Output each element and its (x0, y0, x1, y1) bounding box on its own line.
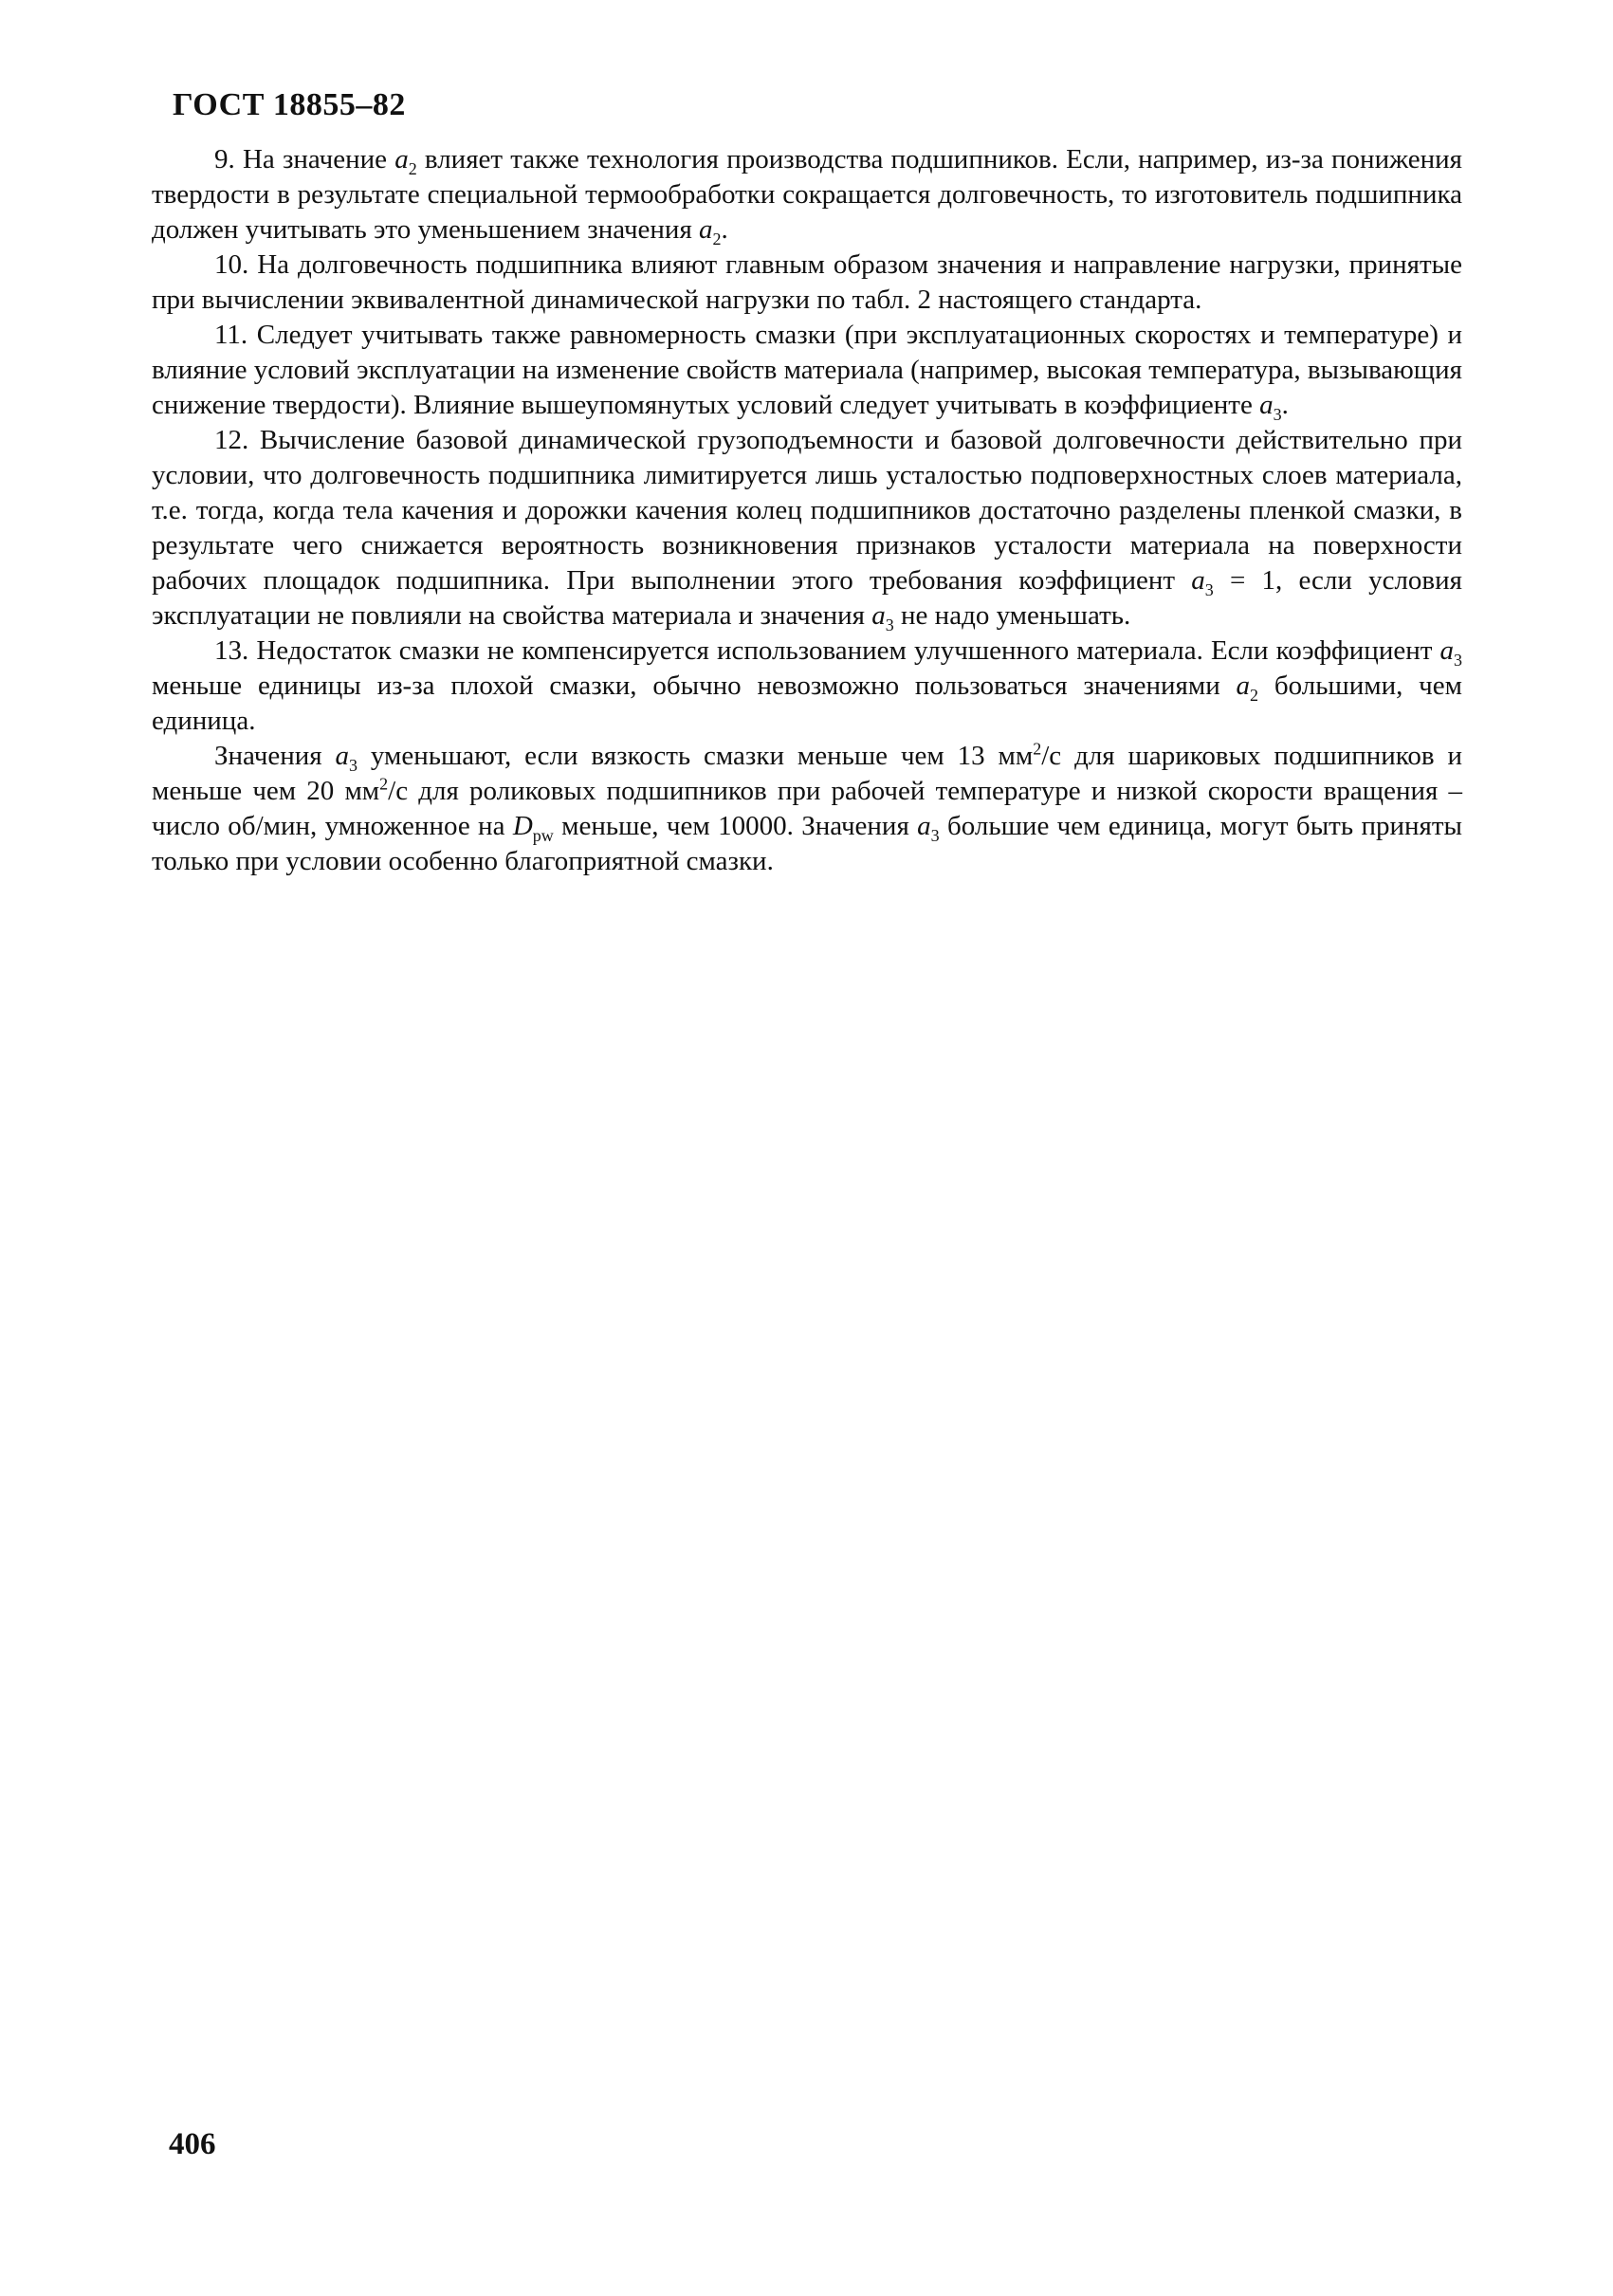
document-code-header: ГОСТ 18855–82 (173, 87, 406, 122)
variable-a: a (1236, 670, 1251, 701)
paragraph-13 (152, 634, 1462, 739)
subscript: 3 (348, 755, 357, 775)
subscript: 3 (1273, 404, 1282, 424)
p13-text-2: меньше единицы из-за плохой смазки, обычно невозможно пользоваться значениями (152, 670, 1237, 701)
p13-text-1: 13. Недостаток смазки не компенсируется использованием улучшенного материала. Если коэффициент (214, 635, 1440, 666)
subscript: 3 (885, 615, 894, 634)
variable-a: a (1191, 565, 1205, 596)
p9-text-1: 9. На значение (214, 144, 395, 174)
variable-a: a (335, 741, 349, 771)
p12-text-2: = 1, если условия эксплуатации не повлияли на свойства материала и значения (152, 565, 1462, 631)
superscript: 2 (1033, 739, 1042, 759)
variable-a: a (871, 600, 886, 631)
p14-text-6: большие чем единица, могут быть приняты только при условии особенно благоприятной смазки. (152, 811, 1462, 876)
p11-text-2: . (1281, 390, 1289, 420)
variable-a: a (699, 214, 713, 245)
paragraph-12 (152, 423, 1462, 634)
p14-text-3: /с для шариковых подшипников и меньше чем 20 мм (152, 741, 1462, 806)
p14-text-4: /с для роликовых подшипников при рабочей температуре и низкой скорости вращения – число об/мин, умноженное на (152, 776, 1463, 841)
variable-a: a (1439, 635, 1454, 666)
subscript: 3 (930, 825, 940, 845)
paragraph-9 (152, 142, 1462, 248)
p12-text-3: не надо уменьшать. (893, 600, 1131, 631)
paragraph-14 (152, 739, 1462, 879)
variable-a: a (917, 811, 931, 841)
p14-text-2: уменьшают, если вязкость смазки меньше чем 13 мм (357, 741, 1034, 771)
variable-d: D (512, 811, 533, 841)
paragraph-10: 10. На долговечность подшипника влияют главным образом значения и направление нагрузки, принятые при вычислении эквивалентной динамической нагрузки по табл. 2 настоящего стандарта. (152, 249, 1462, 315)
variable-a: a (394, 144, 409, 174)
p12-text-1: 12. Вычисление базовой динамической грузоподъемности и базовой долговечности действительно при условии, что долговечность подшипника лимитируется лишь усталостью подповерхностных слоев материала, т.е. тогда, когда тела качения и дорожки качения колец подшипников достаточно разделены пленкой смазки, в результате чего снижается вероятность возникновения признаков усталости материала на поверхности рабочих площадок подшипника. При выполнении этого требования коэффициент (152, 425, 1462, 596)
document-body (152, 142, 1462, 879)
p14-text-5: меньше, чем 10000. Значения (553, 811, 918, 841)
subscript: 3 (1204, 579, 1214, 599)
p14-text-1: Значения (214, 741, 336, 771)
subscript: 3 (1454, 650, 1462, 670)
p13-text-3: большими, чем единица. (152, 670, 1462, 736)
subscript: 2 (1250, 685, 1259, 705)
p9-text-3: . (721, 214, 728, 245)
subscript: pw (532, 825, 554, 845)
superscript: 2 (379, 774, 389, 794)
subscript: 2 (408, 158, 417, 178)
paragraph-11 (152, 318, 1462, 423)
page-number: 406 (169, 2127, 216, 2161)
p9-text-2: влияет также технология производства подшипников. Если, например, из-за понижения твердости в результате специальной термообработки сокращается долговечность, то изготовитель подшипника должен учитывать это уменьшением значения (152, 144, 1462, 245)
subscript: 2 (712, 229, 722, 248)
p11-text-1: 11. Следует учитывать также равномерность смазки (при эксплуатационных скоростях и температуре) и влияние условий эксплуатации на изменение свойств материала (например, высокая температура, вызывающия снижение твердости). Влияние вышеупомянутых условий следует учитывать в коэффициенте (152, 320, 1462, 420)
variable-a: a (1259, 390, 1274, 420)
